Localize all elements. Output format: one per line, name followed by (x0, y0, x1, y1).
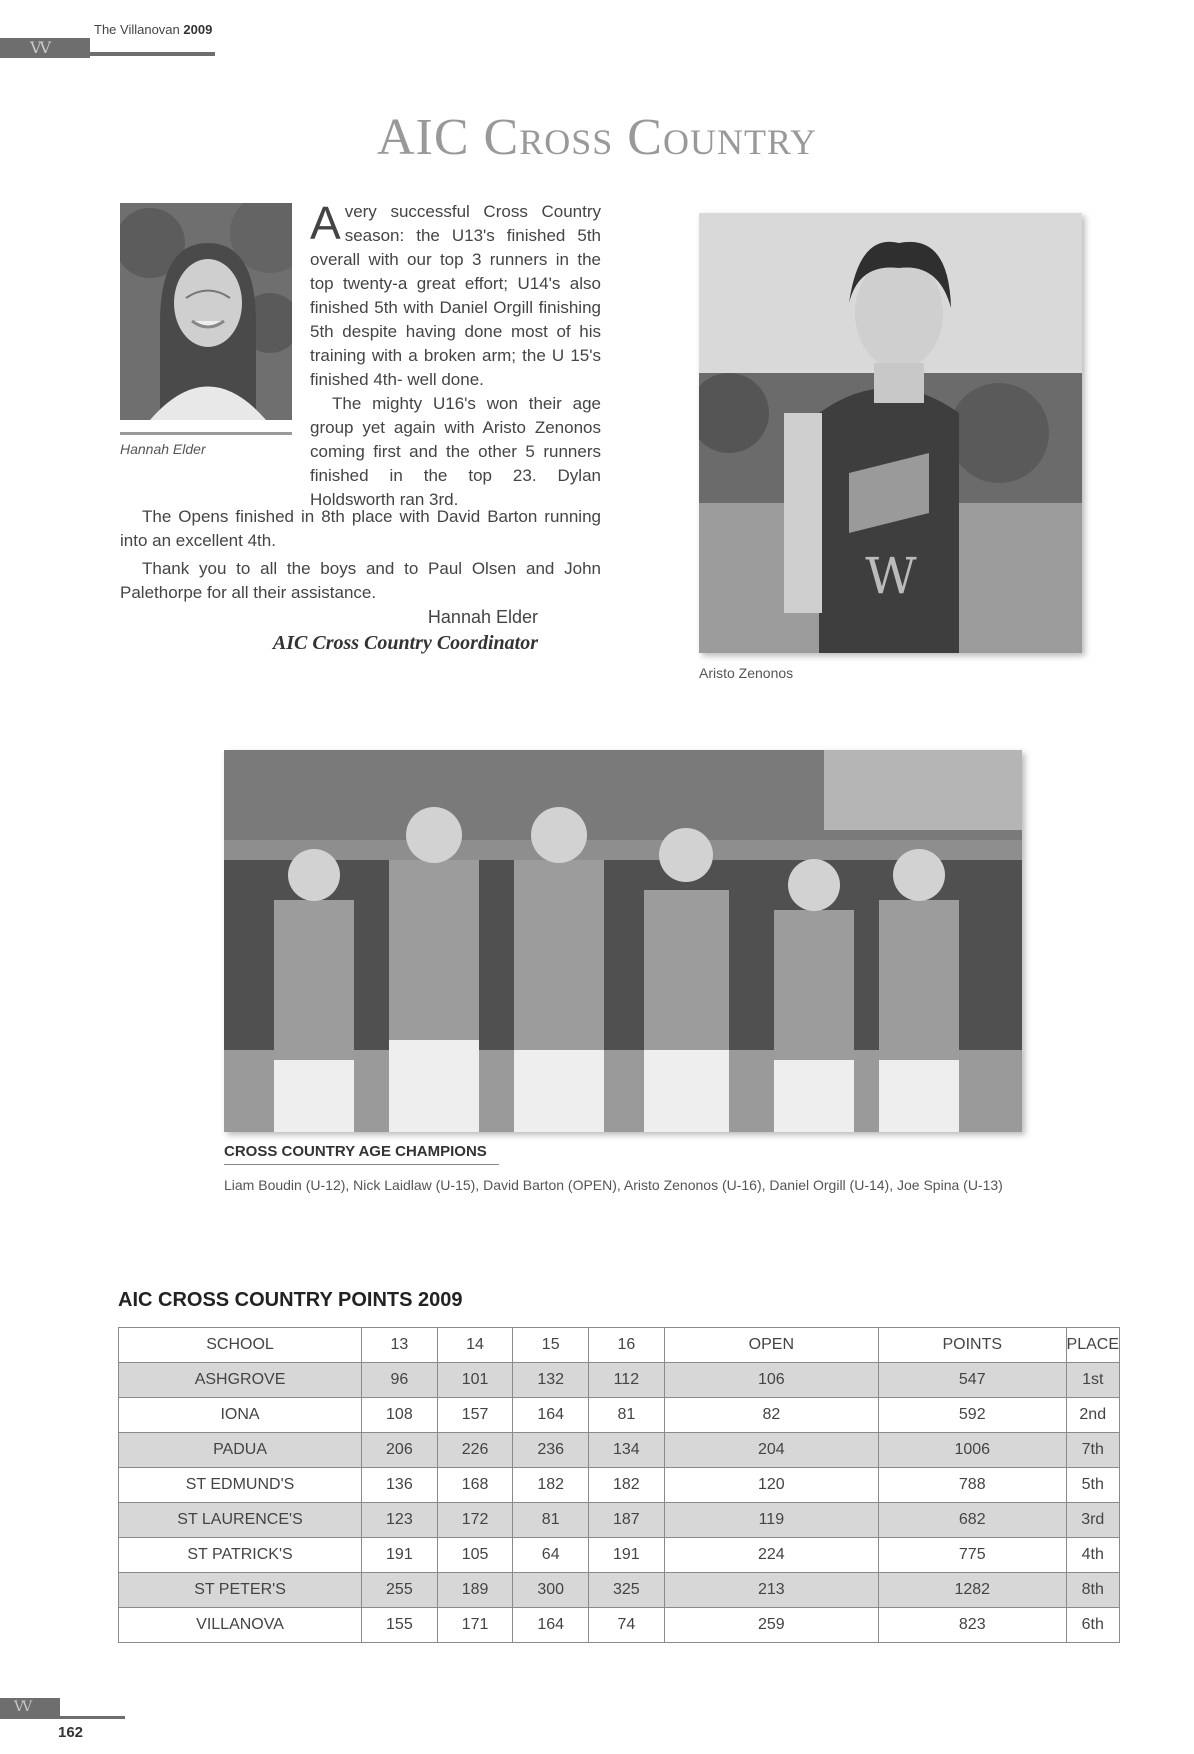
cell-13: 191 (362, 1538, 438, 1573)
article-paragraph-2: The mighty U16's won their age group yet again with Aristo Zenonos coming first and the other 5 runners finished in the top 23. Dylan Holdsworth ran 3rd. (310, 394, 601, 509)
cell-13: 136 (362, 1468, 438, 1503)
header-place: PLACE (1066, 1328, 1119, 1363)
table-row (119, 1398, 1120, 1433)
table-row (119, 1503, 1120, 1538)
cell-15: 164 (513, 1398, 589, 1433)
cell-16: 134 (589, 1433, 665, 1468)
cell-points: 1006 (879, 1433, 1067, 1468)
page-title: AIC Cross Country (377, 109, 817, 166)
cell-open: 259 (664, 1608, 878, 1643)
cell-14: 172 (437, 1503, 513, 1538)
runner-caption: Aristo Zenonos (699, 665, 794, 681)
cell-14: 189 (437, 1573, 513, 1608)
cell-points: 823 (879, 1608, 1067, 1643)
runner-photo (699, 213, 1082, 653)
header-logo: VV (0, 38, 90, 58)
cell-13: 155 (362, 1608, 438, 1643)
cell-school: ASHGROVE (119, 1363, 362, 1398)
cell-13: 108 (362, 1398, 438, 1433)
header-14: 14 (437, 1328, 513, 1363)
header-points: POINTS (879, 1328, 1067, 1363)
cell-15: 64 (513, 1538, 589, 1573)
page-number: 162 (58, 1724, 84, 1741)
group-caption-title: CROSS COUNTRY AGE CHAMPIONS (224, 1143, 487, 1160)
cell-open: 204 (664, 1433, 878, 1468)
table-row (119, 1433, 1120, 1468)
signature-title: AIC Cross Country Coordinator (272, 632, 538, 654)
cell-14: 171 (437, 1608, 513, 1643)
cell-14: 101 (437, 1363, 513, 1398)
table-row (119, 1608, 1120, 1643)
article-paragraph-4: Thank you to all the boys and to Paul Olsen and John Palethorpe for all their assistance. (120, 559, 601, 602)
cell-14: 157 (437, 1398, 513, 1433)
cell-points: 1282 (879, 1573, 1067, 1608)
header-rule (90, 52, 215, 56)
cell-school: IONA (119, 1398, 362, 1433)
cell-points: 788 (879, 1468, 1067, 1503)
cell-13: 255 (362, 1573, 438, 1608)
table-row (119, 1573, 1120, 1608)
header-15: 15 (513, 1328, 589, 1363)
cell-place: 2nd (1066, 1398, 1119, 1433)
portrait-caption: Hannah Elder (120, 441, 206, 457)
cell-15: 300 (513, 1573, 589, 1608)
group-photo (224, 750, 1022, 1132)
cell-16: 81 (589, 1398, 665, 1433)
cell-14: 105 (437, 1538, 513, 1573)
cell-school: ST LAURENCE'S (119, 1503, 362, 1538)
cell-13: 206 (362, 1433, 438, 1468)
footer-logo: VV (0, 1698, 60, 1716)
cell-open: 106 (664, 1363, 878, 1398)
cell-16: 74 (589, 1608, 665, 1643)
cell-place: 4th (1066, 1538, 1119, 1573)
cell-15: 236 (513, 1433, 589, 1468)
cell-13: 123 (362, 1503, 438, 1538)
cell-15: 81 (513, 1503, 589, 1538)
header-school: SCHOOL (119, 1328, 362, 1363)
portrait-image (120, 203, 292, 420)
article-continued (120, 505, 601, 605)
cell-school: ST EDMUND'S (119, 1468, 362, 1503)
cell-points: 775 (879, 1538, 1067, 1573)
cell-place: 8th (1066, 1573, 1119, 1608)
cell-school: PADUA (119, 1433, 362, 1468)
header-open: OPEN (664, 1328, 878, 1363)
footer-rule (0, 1716, 125, 1719)
table-header-row (119, 1328, 1120, 1363)
svg-text:W: W (865, 547, 917, 605)
signature-name: Hannah Elder (427, 607, 538, 627)
portrait-caption-rule (120, 432, 292, 435)
cell-14: 226 (437, 1433, 513, 1468)
cell-place: 1st (1066, 1363, 1119, 1398)
cell-open: 224 (664, 1538, 878, 1573)
cell-16: 182 (589, 1468, 665, 1503)
runner-image (699, 213, 1082, 653)
portrait-photo (120, 203, 292, 420)
cell-14: 168 (437, 1468, 513, 1503)
cell-16: 112 (589, 1363, 665, 1398)
cell-16: 325 (589, 1573, 665, 1608)
cell-school: VILLANOVA (119, 1608, 362, 1643)
cell-place: 7th (1066, 1433, 1119, 1468)
drop-cap: A (310, 197, 341, 249)
article-intro (310, 197, 601, 512)
table-row (119, 1468, 1120, 1503)
cell-open: 120 (664, 1468, 878, 1503)
cell-open: 82 (664, 1398, 878, 1433)
cell-15: 132 (513, 1363, 589, 1398)
cell-place: 6th (1066, 1608, 1119, 1643)
header-16: 16 (589, 1328, 665, 1363)
cell-16: 191 (589, 1538, 665, 1573)
cell-15: 164 (513, 1608, 589, 1643)
header-13: 13 (362, 1328, 438, 1363)
group-caption-names: Liam Boudin (U-12), Nick Laidlaw (U-15), David Barton (OPEN), Aristo Zenonos (U-16), Daniel Orgill (U-14), Joe Spina (U-13) (224, 1177, 1003, 1193)
cell-place: 3rd (1066, 1503, 1119, 1538)
article-paragraph-1: very successful Cross Country season: the U13's finished 5th overall with our top 3 runners in the top twenty-a great effort; U14's also finished 5th with Daniel Orgill finishing 5th despite having done most of his training with a broken arm; the U 15's finished 4th- well done. (310, 202, 601, 389)
cell-open: 213 (664, 1573, 878, 1608)
table-row (119, 1363, 1120, 1398)
cell-13: 96 (362, 1363, 438, 1398)
cell-points: 592 (879, 1398, 1067, 1433)
table-row (119, 1538, 1120, 1573)
article-paragraph-3: The Opens finished in 8th place with David Barton running into an excellent 4th. (120, 507, 601, 550)
cell-16: 187 (589, 1503, 665, 1538)
points-table (118, 1327, 1120, 1643)
group-image (224, 750, 1022, 1132)
cell-school: ST PETER'S (119, 1573, 362, 1608)
cell-open: 119 (664, 1503, 878, 1538)
cell-points: 547 (879, 1363, 1067, 1398)
cell-school: ST PATRICK'S (119, 1538, 362, 1573)
points-table-title: AIC CROSS COUNTRY POINTS 2009 (118, 1289, 463, 1311)
cell-points: 682 (879, 1503, 1067, 1538)
running-header: The Villanovan 2009 (94, 22, 213, 37)
group-caption-rule (224, 1164, 499, 1165)
cell-place: 5th (1066, 1468, 1119, 1503)
cell-15: 182 (513, 1468, 589, 1503)
